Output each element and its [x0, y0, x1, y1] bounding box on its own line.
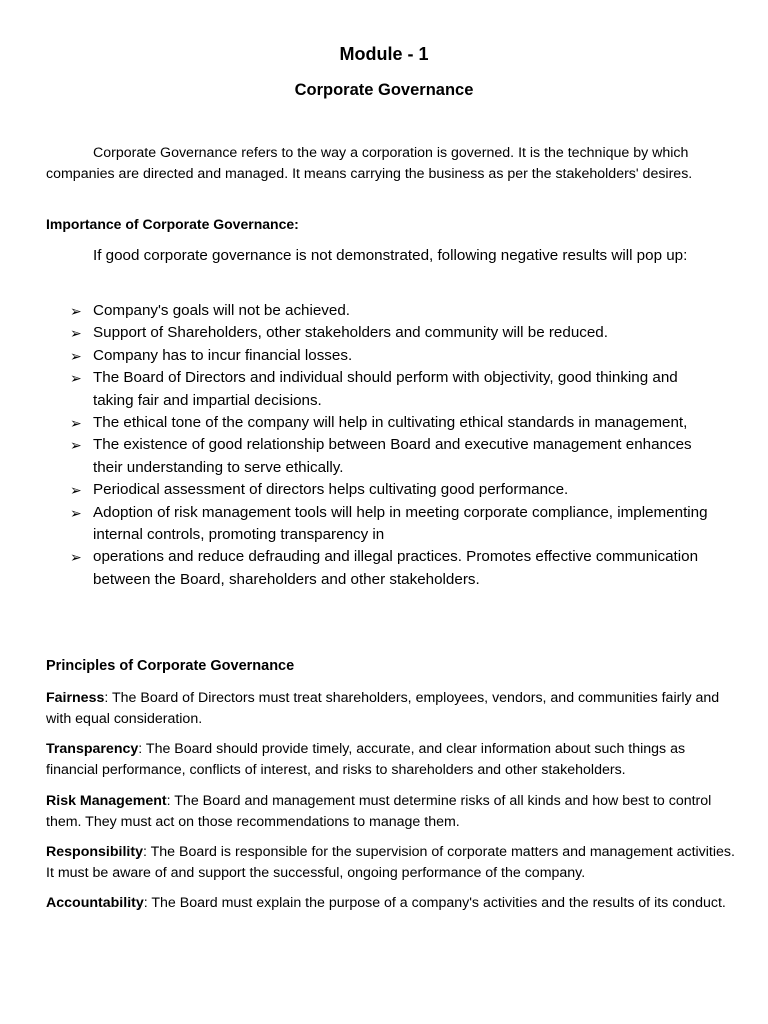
- bullet-text: The ethical tone of the company will help in cultivating ethical standards in management,: [93, 414, 688, 432]
- principle-text: : The Board of Directors must treat shareholders, employees, vendors, and communities fairly and with equal consideration.: [46, 690, 720, 727]
- bullet-text: Periodical assessment of directors helps cultivating good performance.: [93, 481, 569, 499]
- principle-term: Responsibility: [46, 844, 143, 860]
- arrow-bullet-icon: ➢: [70, 415, 82, 432]
- list-item: [0, 479, 713, 501]
- arrow-bullet-icon: ➢: [70, 325, 82, 342]
- principle-accountability: [46, 893, 736, 914]
- arrow-bullet-icon: ➢: [70, 549, 82, 566]
- principle-term: Risk Management: [46, 793, 167, 809]
- list-item: [0, 434, 713, 479]
- importance-intro: If good corporate governance is not demonstrated, following negative results will pop up:: [93, 247, 688, 264]
- list-item: [0, 300, 713, 322]
- subject-title: Corporate Governance: [294, 81, 474, 99]
- intro-paragraph: Corporate Governance refers to the way a corporation is governed. It is the technique by which companies are directed and managed. It means carrying the business as per the stakeholders' desires.: [46, 145, 693, 182]
- principle-transparency: [46, 739, 736, 781]
- list-item: [0, 502, 713, 547]
- list-item: [0, 546, 713, 591]
- principle-term: Accountability: [46, 895, 144, 911]
- importance-bullet-list: [0, 300, 768, 591]
- arrow-bullet-icon: ➢: [70, 370, 82, 387]
- principle-text: : The Board and management must determine risks of all kinds and how best to control them. They must act on those recommendations to manage them.: [46, 793, 712, 830]
- bullet-text: The Board of Directors and individual should perform with objectivity, good thinking and taking fair and impartial decisions.: [93, 369, 678, 409]
- bullet-text: Company's goals will not be achieved.: [93, 302, 351, 319]
- principle-term: Transparency: [46, 741, 139, 757]
- principle-text: : The Board is responsible for the supervision of corporate matters and management activities. It must be aware of and support the successful, ongoing performance of the company.: [46, 844, 735, 881]
- principle-text: : The Board should provide timely, accurate, and clear information about such things as financial performance, conflicts of interest, and risks to shareholders and other stakeholders.: [46, 741, 686, 778]
- arrow-bullet-icon: ➢: [70, 482, 82, 499]
- importance-heading: Importance of Corporate Governance:: [46, 216, 299, 232]
- principle-risk-management: [46, 791, 736, 833]
- principle-term: Fairness: [46, 690, 105, 706]
- arrow-bullet-icon: ➢: [70, 347, 82, 364]
- arrow-bullet-icon: ➢: [70, 303, 82, 319]
- principles-heading: Principles of Corporate Governance: [46, 658, 295, 674]
- arrow-bullet-icon: ➢: [70, 437, 82, 454]
- module-title: Module - 1: [339, 44, 429, 64]
- arrow-bullet-icon: ➢: [70, 504, 82, 521]
- list-item: [0, 412, 713, 434]
- list-item: [0, 322, 713, 344]
- principle-text: : The Board must explain the purpose of a company's activities and the results of its conduct.: [143, 895, 726, 911]
- bullet-text: operations and reduce defrauding and illegal practices. Promotes effective communication between the Board, shareholders and other stakeholders.: [93, 548, 699, 588]
- bullet-text: Company has to incur financial losses.: [93, 346, 353, 364]
- bullet-text: The existence of good relationship between Board and executive management enhances their understanding to serve ethically.: [93, 436, 692, 476]
- bullet-text: Support of Shareholders, other stakeholders and community will be reduced.: [93, 324, 608, 342]
- bullet-text: Adoption of risk management tools will help in meeting corporate compliance, implementing internal controls, promoting transparency in: [93, 503, 708, 544]
- list-item: [0, 345, 713, 367]
- principle-fairness: [46, 688, 736, 730]
- list-item: [0, 367, 713, 412]
- principle-responsibility: [46, 842, 736, 884]
